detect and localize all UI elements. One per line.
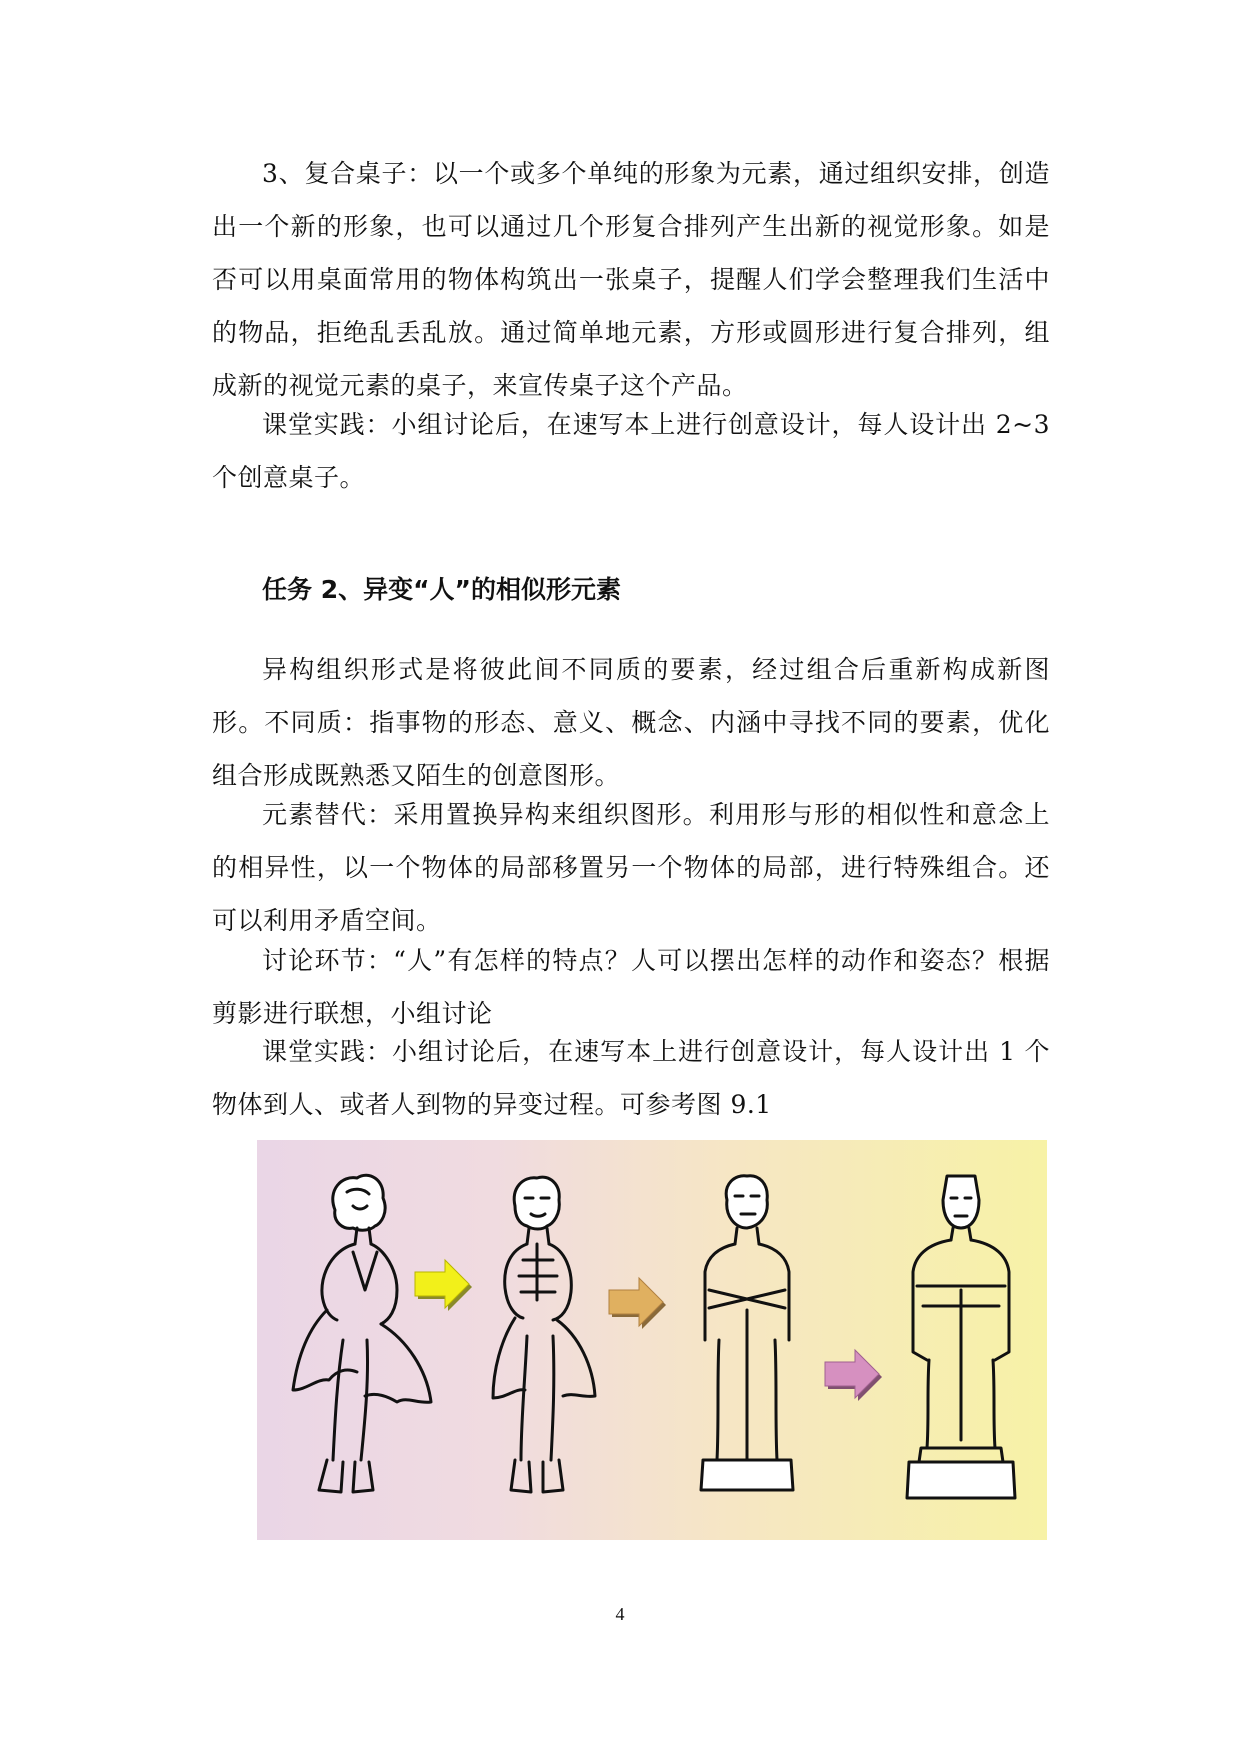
paragraph-heterostructure: 异构组织形式是将彼此间不同质的要素，经过组合后重新构成新图形。不同质：指事物的形态、意义、概念、内涵中寻找不同的要素，优化组合形成既熟悉又陌生的创意图形。 [212,655,1050,790]
oscar-statue-icon [907,1176,1015,1498]
transition-figure-icon [493,1177,595,1492]
paragraph-class-practice-2: 课堂实践：小组讨论后，在速写本上进行创意设计，每人设计出 1 个物体到人、或者人到物的异变过程。可参考图 9.1 [212,1037,1050,1119]
page-number: 4 [615,1604,625,1624]
statue-figure-icon [701,1176,793,1490]
paragraph-discussion: 讨论环节：“人”有怎样的特点？人可以摆出怎样的动作和姿态？根据剪影进行联想，小组讨论 [212,946,1050,1028]
arrow-right-icon [609,1278,666,1329]
paragraph-element-substitution: 元素替代：采用置换异构来组织图形。利用形与形的相似性和意念上的相异性，以一个物体的局部移置另一个物体的局部，进行特殊组合。还可以利用矛盾空间。 [212,800,1050,935]
arrow-right-icon [825,1350,882,1401]
section-heading: 任务 2、异变“人”的相似形元素 [262,575,621,604]
paragraph-class-practice-1: 课堂实践：小组讨论后，在速写本上进行创意设计，每人设计出 2~3 个创意桌子。 [212,410,1050,492]
figure-illustration [257,1140,1047,1540]
figure-9-1 [257,1140,1047,1540]
paragraph-composite-table: 3、复合桌子：以一个或多个单纯的形象为元素，通过组织安排，创造出一个新的形象，也可以通过几个形复合排列产生出新的视觉形象。如是否可以用桌面常用的物体构筑出一张桌子，提醒人们学会整理我们生活中的物品，拒绝乱丢乱放。通过简单地元素，方形或圆形进行复合排列，组成新的视觉元素的桌子，来宣传桌子这个产品。 [212,159,1050,400]
arrow-right-icon [415,1260,472,1311]
woman-figure-icon [293,1175,431,1492]
